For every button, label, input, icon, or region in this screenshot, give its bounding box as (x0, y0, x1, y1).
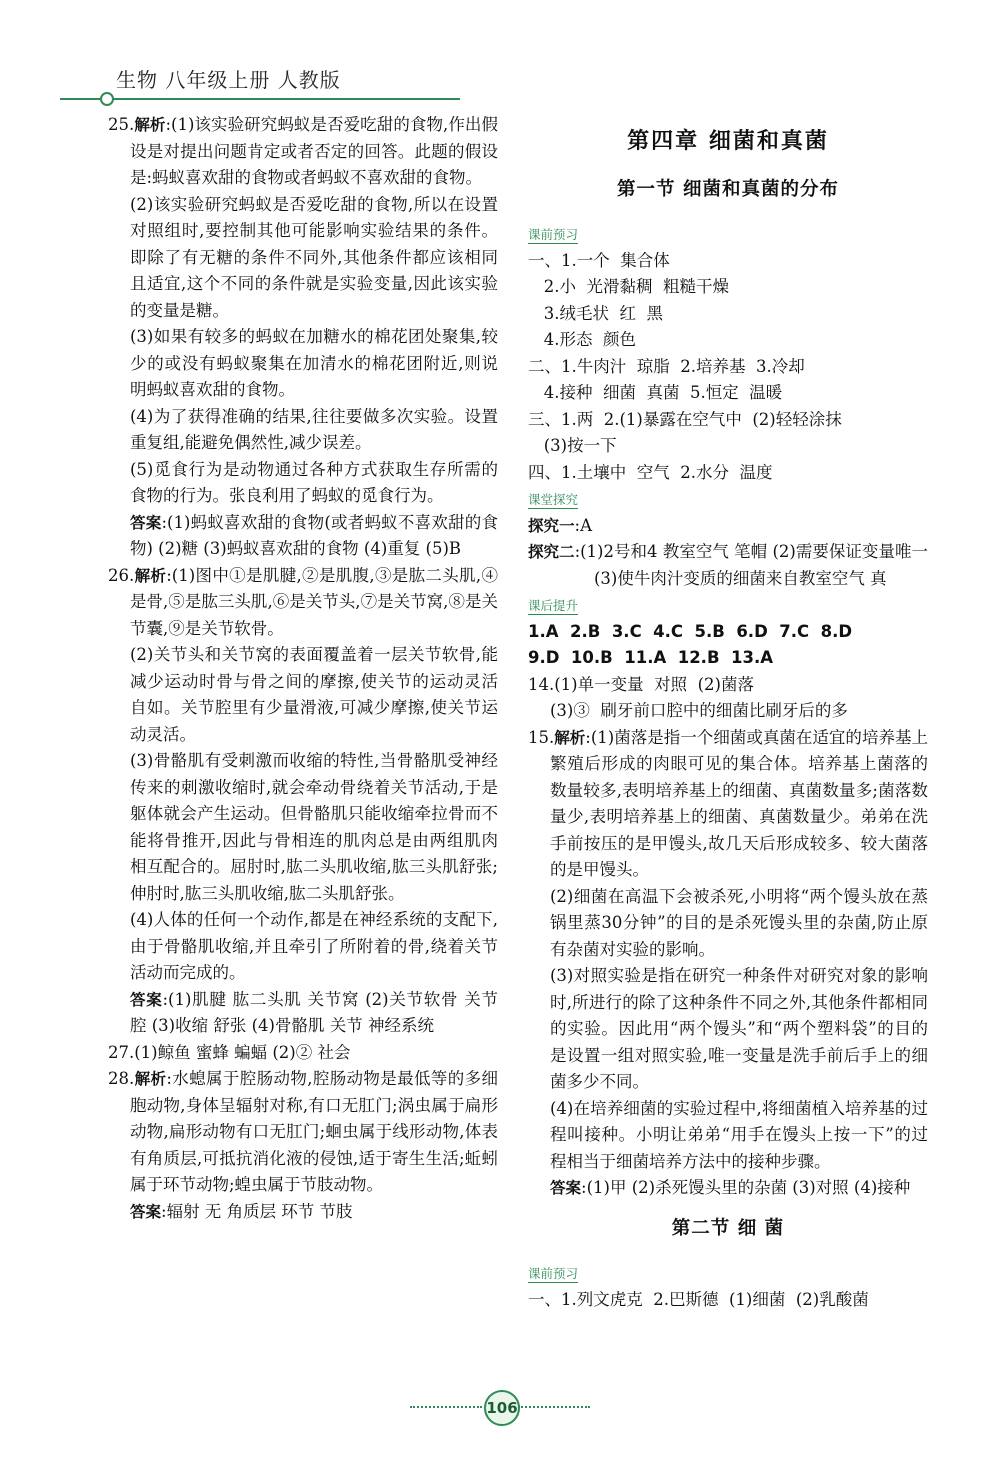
tag-explore: 课堂探究 (528, 492, 579, 507)
pre-line: (3)按一下 (528, 436, 617, 455)
pre-line: 一、1.一个 集合体 (528, 250, 670, 270)
pre-line: 4.接种 细菌 真菌 5.恒定 温暖 (528, 383, 783, 402)
header-rule (60, 98, 460, 100)
q15-p2: (2)细菌在高温下会被杀死,小明将“两个馒头放在蒸锅里蒸30分钟”的目的是杀死馒头里的杂菌,防止原有杂菌对实验的影响。 (550, 886, 928, 959)
q25-analysis (108, 112, 498, 192)
answer-label: 答案 (130, 1202, 162, 1221)
page-header (60, 62, 460, 102)
tag-preview-2: 课前预习 (528, 1266, 579, 1281)
header-dot-icon (100, 92, 114, 106)
q25-p4: (4)为了获得准确的结果,往往要做多次实验。设置重复组,能避免偶然性,减少误差。 (130, 406, 498, 452)
explore-1-text: :A (574, 515, 592, 535)
q28-number: 28. (108, 1069, 135, 1088)
analysis-label: 解析 (134, 566, 167, 585)
section-title: 第一节 细菌和真菌的分布 (617, 178, 839, 200)
q28-answer (108, 1199, 498, 1226)
explore-1 (528, 513, 928, 540)
analysis-label: 解析 (554, 728, 586, 747)
tag-after: 课后提升 (528, 598, 579, 613)
q27-answer: 27.(1)鲸鱼 蜜蜂 蝙蝠 (2)② 社会 (108, 1042, 351, 1062)
q28-analysis (108, 1066, 498, 1199)
pre-line: 二、1.牛肉汁 琼脂 2.培养基 3.冷却 (528, 356, 805, 376)
last-line: 一、1.列文虎克 2.巴斯德 (1)细菌 (2)乳酸菌 (528, 1289, 869, 1309)
right-column (528, 112, 928, 1313)
tag-preview: 课前预习 (528, 227, 579, 242)
page-number: 106 (484, 1390, 520, 1426)
footer-dots-right (518, 1406, 590, 1408)
explore-2-text: :(1)2号和4 教室空气 笔帽 (2)需要保证变量唯一 (3)使牛肉汁变质的细菌来自教室空气 真 (574, 542, 928, 588)
mc-answers-2: 9.D 10.B 11.A 12.B 13.A (528, 648, 774, 667)
answer-label: 答案 (130, 513, 162, 532)
explore-2 (528, 539, 928, 592)
q25-p5: (5)觅食行为是动物通过各种方式获取生存所需的食物的行为。张良利用了蚂蚁的觅食行为。 (130, 459, 498, 505)
footer-dots-left (410, 1406, 482, 1408)
analysis-label: 解析 (134, 1070, 167, 1088)
explore-2-label: 探究二 (528, 543, 575, 561)
left-column (108, 112, 498, 1225)
pre-line: 2.小 光滑黏稠 粗糙干燥 (528, 277, 729, 296)
mc-answers-1: 1.A 2.B 3.C 4.C 5.B 6.D 7.C 8.D (528, 621, 853, 641)
q26-number: 26. (108, 565, 135, 585)
pre-line: 3.绒毛状 红 黑 (528, 303, 663, 323)
q26-answer (108, 987, 498, 1040)
q14-line-1: 14.(1)单一变量 对照 (2)菌落 (528, 674, 754, 694)
q15-p4: (4)在培养细菌的实验过程中,将细菌植入培养基的过程叫接种。小明让弟弟“用手在馒头上按一下”的过程相当于细菌培养方法中的接种步骤。 (550, 1098, 928, 1171)
q26-analysis (108, 563, 498, 643)
q15-number: 15. (528, 727, 555, 747)
pre-line: 三、1.两 2.(1)暴露在空气中 (2)轻轻涂抹 (528, 409, 842, 429)
page-footer (410, 1388, 590, 1428)
q25-answer-text: :(1)蚂蚁喜欢甜的食物(或者蚂蚁不喜欢甜的食物) (2)糖 (3)蚂蚁喜欢甜的食物 (4)重复 (5)B (130, 512, 498, 558)
q26-p4: (4)人体的任何一个动作,都是在神经系统的支配下,由于骨骼肌收缩,并且牵引了所附着的骨,绕着关节活动而完成的。 (130, 910, 498, 982)
q15-analysis (528, 725, 928, 884)
q15-p1: :(1)菌落是指一个细菌或真菌在适宜的培养基上繁殖后形成的肉眼可见的集合体。培养基上菌落的数量较多,表明培养基上的细菌、真菌数量多;菌落数量少,表明培养基上的细菌、真菌数量少。弟弟在洗手前按压的是甲馒头,故几天后形成较多、较大菌落的是甲馒头。 (550, 727, 928, 879)
spacer (528, 1202, 928, 1210)
q25-p1: :(1)该实验研究蚂蚁是否爱吃甜的食物,作出假设是对提出问题肯定或者否定的回答。此题的假设是:蚂蚁喜欢甜的食物或者蚂蚁不喜欢甜的食物。 (130, 115, 498, 187)
q26-answer-text: :(1)肌腱 肱二头肌 关节窝 (2)关节软骨 关节腔 (3)收缩 舒张 (4)骨骼肌 关节 神经系统 (130, 989, 498, 1035)
q28-answer-text: :辐射 无 角质层 环节 节肢 (161, 1201, 353, 1221)
pre-line: 4.形态 颜色 (528, 330, 636, 349)
q26-p1: :(1)图中①是肌腱,②是肌腹,③是肱二头肌,④是骨,⑤是肱三头肌,⑥是关节头,⑦是关节窝,⑧是关节囊,⑨是关节软骨。 (130, 565, 498, 638)
q25-answer (108, 510, 498, 563)
q15-p3: (3)对照实验是指在研究一种条件对研究对象的影响时,所进行的除了这种条件不同之外,其他条件都相同的实验。因此用“两个馒头”和“两个塑料袋”的目的是设置一组对照实验,唯一变量是洗手前后手上的细菌多少不同。 (550, 966, 928, 1091)
explore-1-label: 探究一 (528, 516, 575, 535)
chapter-title: 第四章 细菌和真菌 (627, 128, 829, 154)
q28-p1: :水螅属于腔肠动物,腔肠动物是最低等的多细胞动物,身体呈辐射对称,有口无肛门;涡虫属于扁形动物,扁形动物有口无肛门;蛔虫属于线形动物,体表有角质层,可抵抗消化液的侵蚀,适于寄生生活;蚯蚓属于环节动物;蝗虫属于节肢动物。 (130, 1069, 498, 1194)
q26-p3: (3)骨骼肌有受刺激而收缩的特性,当骨骼肌受神经传来的刺激收缩时,就会牵动骨绕着关节活动,于是躯体就会产生运动。但骨骼肌只能收缩牵拉骨而不能将骨推开,因此与骨相连的肌肉总是由两组肌肉相互配合的。屈肘时,肱二头肌收缩,肱三头肌舒张;伸肘时,肱三头肌收缩,肱二头肌舒张。 (130, 751, 498, 903)
q15-answer-text: :(1)甲 (2)杀死馒头里的杂菌 (3)对照 (4)接种 (581, 1178, 911, 1197)
header-title: 生物 八年级上册 人教版 (116, 68, 341, 92)
q15-answer (528, 1175, 928, 1202)
q25-p2: (2)该实验研究蚂蚁是否爱吃甜的食物,所以在设置对照组时,要控制其他可能影响实验结果的条件。即除了有无糖的条件不同外,其他条件都应该相同且适宜,这个不同的条件就是实验变量,因此该实验的变量是糖。 (130, 194, 498, 320)
q26-p2: (2)关节头和关节窝的表面覆盖着一层关节软骨,能减少运动时骨与骨之间的摩擦,使关节的运动灵活自如。关节腔里有少量滑液,可减少摩擦,使关节运动灵活。 (130, 645, 498, 744)
answer-label: 答案 (130, 990, 163, 1009)
answer-label: 答案 (550, 1179, 582, 1197)
q25-p3: (3)如果有较多的蚂蚁在加糖水的棉花团处聚集,较少的或没有蚂蚁聚集在加清水的棉花团附近,则说明蚂蚁喜欢甜的食物。 (130, 327, 498, 399)
pre-line: 四、1.土壤中 空气 2.水分 温度 (528, 462, 773, 482)
section-title-2: 第二节 细 菌 (671, 1217, 785, 1239)
q25-number: 25. (108, 115, 135, 134)
analysis-label: 解析 (134, 116, 166, 134)
q14-line-2: (3)③ 刷牙前口腔中的细菌比刷牙后的多 (550, 701, 848, 720)
